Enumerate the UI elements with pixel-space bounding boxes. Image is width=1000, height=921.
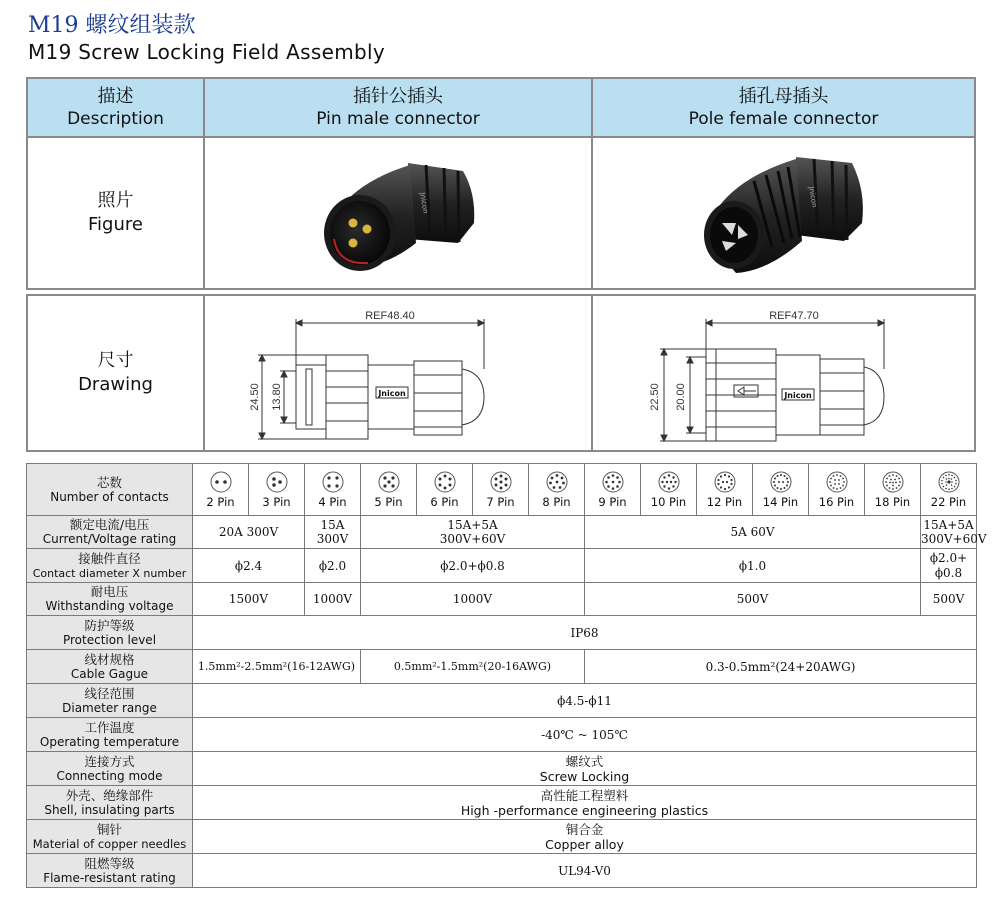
pin-label-10: 10 Pin [650, 495, 687, 509]
protection-value: IP68 [193, 616, 977, 650]
svg-text:Jnicon: Jnicon [418, 191, 430, 215]
pin-5-icon [377, 470, 401, 494]
shell-label-cn: 外壳、绝缘部件 [65, 787, 154, 803]
header-description-en: Description [67, 108, 164, 129]
spec-row-cable [27, 650, 977, 684]
female-connector-image [684, 143, 884, 283]
female-drawing-inner: 20.00 [674, 383, 687, 411]
rating-5-8pin-current: 15A+5A [447, 518, 498, 532]
cable-label [27, 650, 193, 684]
male-dimension-drawing [248, 303, 548, 443]
temperature-label-en: Operating temperature [39, 734, 180, 749]
pin-label-6: 6 Pin [430, 495, 459, 509]
pin-22-icon [937, 470, 961, 494]
male-drawing-height: 24.50 [249, 383, 261, 411]
pin-label-18: 18 Pin [874, 495, 911, 509]
product-header-table [26, 77, 976, 290]
withstand-label [27, 583, 193, 616]
pin-cell-2 [193, 464, 249, 516]
diameter-range-label-en: Diameter range [62, 700, 157, 715]
drawing-table [26, 294, 976, 452]
diameter-22pin-a: ϕ2.0+ [929, 550, 968, 565]
withstand-9-18pin: 500V [585, 583, 921, 616]
drawing-label-en: Drawing [78, 374, 153, 395]
cable-label-en: Cable Gague [70, 666, 149, 681]
pin-14-icon [769, 470, 793, 494]
pin-label-4: 4 Pin [318, 495, 347, 509]
diameter-22pin [921, 549, 977, 583]
pin-cell-16 [809, 464, 865, 516]
flame-label-en: Flame-resistant rating [43, 870, 176, 885]
rating-5-8pin [361, 516, 585, 549]
header-female-en: Pole female connector [688, 108, 879, 129]
cable-2-4pin: 1.5mm²-2.5mm²(16-12AWG) [193, 650, 361, 684]
withstand-2-3pin: 1500V [193, 583, 305, 616]
male-connector-image [298, 143, 498, 283]
header-female-cn: 插孔母插头 [738, 85, 829, 107]
pin-16-icon [825, 470, 849, 494]
pin-label-2: 2 Pin [206, 495, 235, 509]
male-drawing-inner: 13.80 [271, 383, 283, 411]
pin-cell-10 [641, 464, 697, 516]
pin-label-12: 12 Pin [706, 495, 743, 509]
pin-cell-6 [417, 464, 473, 516]
protection-label-cn: 防护等级 [84, 617, 135, 633]
pin-cell-8 [529, 464, 585, 516]
header-description [28, 79, 205, 136]
figure-label [28, 138, 205, 288]
needles-value-cn: 铜合金 [565, 821, 604, 837]
spec-row-flame [27, 854, 977, 888]
pin-2-icon [209, 470, 233, 494]
shell-value-cn: 高性能工程塑料 [540, 787, 629, 803]
cable-label-cn: 线材规格 [84, 651, 135, 667]
pin-cell-9 [585, 464, 641, 516]
pin-cell-5 [361, 464, 417, 516]
spec-row-diameter-range [27, 684, 977, 718]
rating-22pin-voltage: 300V+60V [921, 532, 987, 546]
male-drawing [205, 296, 593, 450]
shell-value [193, 786, 977, 820]
svg-text:Jnicon: Jnicon [806, 185, 819, 209]
rating-9-18pin: 5A 60V [585, 516, 921, 549]
diameter-22pin-b: ϕ0.8 [934, 565, 963, 580]
rating-4pin-voltage: 300V [316, 532, 349, 546]
female-drawing-ref: REF47.70 [768, 310, 819, 322]
female-connector-photo [593, 138, 974, 288]
rating-2-3pin: 20A 300V [193, 516, 305, 549]
connecting-value-cn: 螺纹式 [565, 753, 604, 769]
pin-3-icon [265, 470, 289, 494]
pin-8-icon [545, 470, 569, 494]
pin-cell-22 [921, 464, 977, 516]
header-male-en: Pin male connector [316, 108, 480, 129]
figure-label-cn: 照片 [97, 190, 134, 211]
rating-label-cn: 额定电流/电压 [69, 517, 150, 532]
pin-label-3: 3 Pin [262, 495, 291, 509]
spec-row-shell [27, 786, 977, 820]
connecting-label [27, 752, 193, 786]
pin-9-icon [601, 470, 625, 494]
withstand-4pin: 1000V [305, 583, 361, 616]
connecting-value [193, 752, 977, 786]
rating-label [27, 516, 193, 549]
rating-4pin-current: 15A [320, 518, 345, 532]
page-title-en: M19 Screw Locking Field Assembly [28, 40, 385, 64]
rating-22pin-current: 15A+5A [923, 518, 974, 532]
temperature-label-cn: 工作温度 [84, 719, 135, 735]
diameter-2-3pin: ϕ2.4 [193, 549, 305, 583]
contacts-label-cn: 芯数 [96, 474, 122, 490]
pin-10-icon [657, 470, 681, 494]
pin-label-22: 22 Pin [930, 495, 967, 509]
pin-label-16: 16 Pin [818, 495, 855, 509]
withstand-label-cn: 耐电压 [90, 584, 129, 599]
figure-row [28, 136, 974, 288]
pin-cell-7 [473, 464, 529, 516]
shell-label-en: Shell, insulating parts [44, 802, 175, 817]
spec-row-diameter [27, 549, 977, 583]
spec-row-protection [27, 616, 977, 650]
pin-cell-3 [249, 464, 305, 516]
pin-7-icon [489, 470, 513, 494]
connecting-label-cn: 连接方式 [84, 753, 135, 769]
needles-label [27, 820, 193, 854]
pin-label-7: 7 Pin [486, 495, 515, 509]
specification-table [26, 463, 987, 888]
connecting-value-en: Screw Locking [539, 768, 630, 784]
pin-cell-18 [865, 464, 921, 516]
male-drawing-brand: Jnicon [378, 389, 406, 398]
rating-4pin [305, 516, 361, 549]
page-title-cn: M19 螺纹组装款 [28, 13, 196, 38]
drawing-label [28, 296, 205, 450]
figure-label-en: Figure [88, 214, 143, 235]
spec-row-needles [27, 820, 977, 854]
shell-value-en: High -performance engineering plastics [460, 802, 709, 818]
diameter-range-label-cn: 线径范围 [84, 685, 135, 701]
diameter-9-18pin: ϕ1.0 [585, 549, 921, 583]
rating-label-en: Current/Voltage rating [42, 532, 177, 546]
pin-6-icon [433, 470, 457, 494]
spec-row-contacts [27, 464, 977, 516]
temperature-value: -40℃ ~ 105℃ [193, 718, 977, 752]
male-drawing-ref: REF48.40 [365, 310, 415, 322]
diameter-label-cn: 接触件直径 [78, 550, 141, 566]
protection-label-en: Protection level [62, 632, 157, 647]
male-connector-photo [205, 138, 593, 288]
needles-label-en: Material of copper needles [32, 836, 187, 851]
cable-9-22pin: 0.3-0.5mm²(24+20AWG) [585, 650, 977, 684]
rating-22pin [921, 516, 987, 549]
spec-row-connecting [27, 752, 977, 786]
pin-label-8: 8 Pin [542, 495, 571, 509]
flame-label [27, 854, 193, 888]
header-male-cn: 插针公插头 [353, 85, 443, 107]
needles-value-en: Copper alloy [545, 836, 624, 852]
flame-value: UL94-V0 [193, 854, 977, 888]
diameter-range-label [27, 684, 193, 718]
header-male [205, 79, 593, 136]
diameter-5-8pin: ϕ2.0+ϕ0.8 [361, 549, 585, 583]
pin-cell-4 [305, 464, 361, 516]
female-drawing [593, 296, 974, 450]
contacts-label-en: Number of contacts [50, 489, 169, 504]
contacts-label [27, 464, 193, 516]
header-female [593, 79, 974, 136]
pin-18-icon [881, 470, 905, 494]
pin-cell-14 [753, 464, 809, 516]
spec-row-rating [27, 516, 977, 549]
diameter-label-en: Contact diameter X number [32, 566, 187, 580]
header-description-cn: 描述 [97, 85, 134, 107]
pin-cell-12 [697, 464, 753, 516]
diameter-label [27, 549, 193, 583]
shell-label [27, 786, 193, 820]
pin-4-icon [321, 470, 345, 494]
header-row [28, 79, 974, 136]
female-dimension-drawing [634, 303, 934, 443]
diameter-4pin: ϕ2.0 [305, 549, 361, 583]
withstand-5-8pin: 1000V [361, 583, 585, 616]
pin-label-14: 14 Pin [762, 495, 799, 509]
diameter-range-value: ϕ4.5-ϕ11 [193, 684, 977, 718]
cable-5-8pin: 0.5mm²-1.5mm²(20-16AWG) [361, 650, 585, 684]
needles-label-cn: 铜针 [96, 821, 122, 837]
drawing-label-cn: 尺寸 [97, 350, 134, 371]
protection-label [27, 616, 193, 650]
female-drawing-brand: Jnicon [783, 391, 812, 400]
needles-value [193, 820, 977, 854]
withstand-22pin: 500V [921, 583, 977, 616]
spec-row-withstand [27, 583, 977, 616]
female-drawing-height: 22.50 [648, 383, 661, 411]
connecting-label-en: Connecting mode [56, 768, 163, 783]
rating-5-8pin-voltage: 300V+60V [439, 532, 506, 546]
withstand-label-en: Withstanding voltage [45, 599, 174, 613]
temperature-label [27, 718, 193, 752]
flame-label-cn: 阻燃等级 [84, 855, 135, 871]
pin-12-icon [713, 470, 737, 494]
pin-label-9: 9 Pin [598, 495, 627, 509]
pin-label-5: 5 Pin [374, 495, 403, 509]
spec-row-temperature [27, 718, 977, 752]
